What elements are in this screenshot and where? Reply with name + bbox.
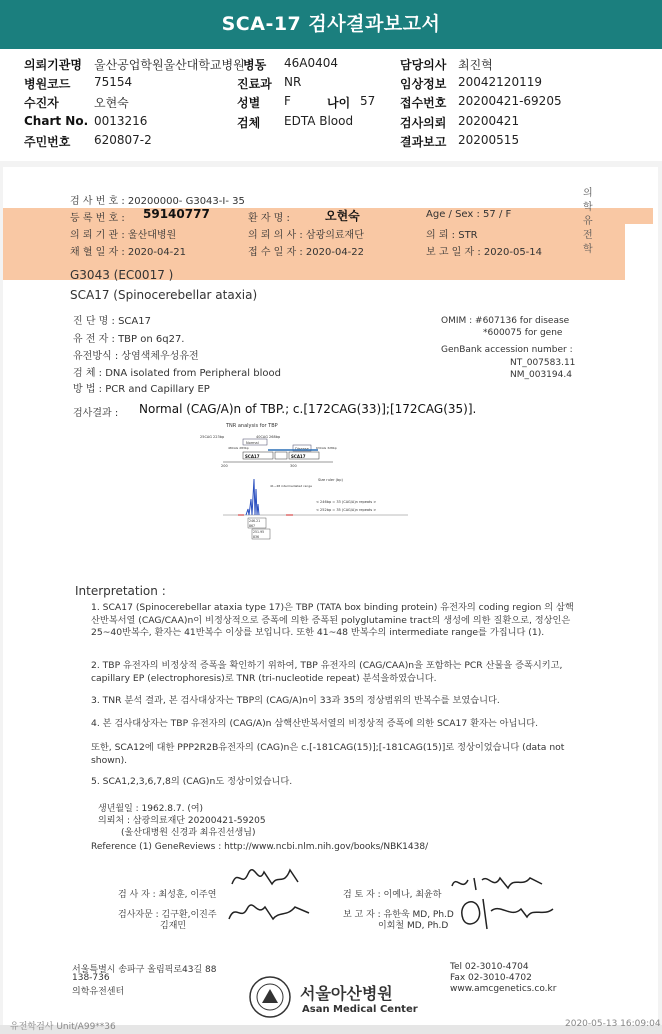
page-title: SCA-17 검사결과보고서: [221, 13, 441, 35]
advisor-names-2: 김재민: [160, 921, 187, 931]
footer-timestamp: 2020-05-13 16:09:04: [565, 1019, 661, 1029]
lab-requester: 의 뢰 : STR: [426, 230, 478, 241]
result-line-2: < 252bp = 35 (CAG/A)n repeats >: [316, 508, 377, 512]
address-line-2: 138-736: [72, 973, 110, 983]
genbank-nm: NM_003194.4: [510, 370, 572, 380]
requesting-doctor: 의 뢰 의 사 : 삼광의료재단: [248, 230, 364, 241]
clinical-label: 임상정보: [400, 77, 447, 91]
result-line-1: < 246bp = 33 (CAG/A)n repeats >: [316, 500, 377, 504]
omim-gene: *600075 for gene: [483, 328, 563, 338]
hospital-code-value: 75154: [94, 75, 133, 89]
hospital-code-label: 병원코드: [24, 77, 71, 91]
ruler-label: Size ruler (bp): [318, 478, 343, 482]
patient-label: 수진자: [24, 96, 59, 110]
interpretation-paragraph-1: 1. SCA17 (Spinocerebellar ataxia type 17)은 TBP (TATA box binding protein) 유전자의 coding region 의 삼핵산반복서열 (CAG/CAA)n이 비정상적으로 증폭에 의한 증폭된 polyglutamine tract의 생성에 의한 질환으로, 정상인은 25~40반복수, 환자는 41반복수 이상를 보입니다. 또한 41~48 반복수의 intermediate range를 가집니다 (1).: [91, 602, 574, 638]
patient-name: 오현숙: [325, 209, 360, 223]
interpretation-paragraph-3: 3. TNR 분석 결과, 본 검사대상자는 TBP의 (CAG/A)n이 33과 35의 정상범위의 반복수를 보였습니다.: [91, 695, 500, 706]
sca17-label-2: SCA17: [291, 454, 306, 459]
inheritance: 유전방식 : 상염색체우성유전: [73, 351, 199, 362]
report-date: 보 고 일 자 : 2020-05-14: [426, 247, 543, 258]
sex-label: 성별: [237, 96, 261, 110]
disease-label: Disease: [295, 447, 309, 451]
genbank-nt: NT_007583.11: [510, 358, 576, 368]
mid-segment: [275, 452, 287, 459]
chart-value: 0013216: [94, 114, 148, 128]
specimen-value: EDTA Blood: [284, 114, 354, 128]
patient-name-label: 환 자 명 :: [248, 213, 290, 224]
figure-label-25cag: 25CAG 223bp: [200, 435, 225, 439]
range-label: 41~48 intermediated range: [270, 484, 312, 488]
address-line-1: 서울특별시 송파구 올림픽로43길 88: [72, 965, 217, 975]
info-row-3: [0, 94, 662, 113]
ward-label: 병동: [243, 58, 267, 72]
peak-1-size: 246.21: [249, 519, 261, 523]
figure-title: TNR analysis for TBP: [226, 423, 278, 429]
requester-detail: (울산대병원 신경과 최유진선생님): [121, 828, 256, 838]
reg-label: 등 록 번 호 :: [70, 213, 125, 224]
interpretation-paragraph-5: 5. SCA1,2,3,6,7,8의 (CAG)n도 정상이었습니다.: [91, 776, 293, 787]
figure-label-48cag: 48CAG 283bp: [228, 446, 249, 450]
asan-foundation-seal-icon: [248, 975, 292, 1019]
electropherogram-trace: [246, 479, 259, 515]
reference: Reference (1) GeneReviews : http://www.ncbi.nlm.nih.gov/books/NBK1438/: [91, 842, 429, 852]
chart-label: Chart No.: [24, 114, 89, 128]
advisor-names: 검사자문 : 김구환,이진주: [118, 910, 217, 920]
genbank-label: GenBank accession number :: [441, 345, 573, 355]
specimen: 검 체 : DNA isolated from Peripheral blood: [73, 368, 281, 379]
advisor-signature: [225, 897, 315, 927]
interpretation-paragraph-4: 4. 본 검사대상자는 TBP 유전자의 (CAG/A)n 삼핵산반복서열의 비정상적 증폭에 의한 SCA17 환자는 아닙니다.: [91, 718, 539, 729]
specimen-label: 검체: [237, 116, 261, 130]
interpretation-title: Interpretation :: [75, 584, 166, 598]
footer-bar: [0, 1019, 662, 1034]
reg-number: 59140777: [143, 207, 210, 221]
requesting-institution: 의 뢰 기 관 : 울산대병원: [70, 230, 177, 241]
telephone: Tel 02-3010-4704: [450, 962, 529, 972]
result-label: 검사결과 :: [73, 408, 119, 419]
doctor-label: 담당의사: [400, 58, 447, 72]
figure-label-63cag: 63CAG 328bp: [316, 446, 337, 450]
peak-2-size: 251.95: [253, 530, 265, 534]
interpretation-paragraph-4b: 또한, SCA12에 대한 PPP2R2B유전자의 (CAG)n은 c.[-181CAG(15)];[-181CAG(15)]로 정상이었습니다 (data not shown).: [91, 742, 565, 766]
request-label: 검사의뢰: [400, 116, 447, 130]
report-date-value: 20200515: [458, 133, 520, 147]
patient-value: 오현숙: [94, 96, 129, 110]
omim-disease: OMIM : #607136 for disease: [441, 316, 570, 326]
receipt-date: 접 수 일 자 : 2020-04-22: [248, 247, 365, 258]
clinical-value: 20042120119: [458, 75, 542, 89]
age-sex: Age / Sex : 57 / F: [426, 209, 512, 220]
gene: 유 전 자 : TBP on 6q27.: [73, 334, 185, 345]
test-code: G3043 (EC0017 ): [70, 268, 174, 282]
doctor-value: 최진혁: [458, 58, 493, 72]
tick-300: 300: [290, 464, 297, 468]
info-row-4: [0, 114, 662, 133]
interpretation-paragraph-2: 2. TBP 유전자의 비정상적 증폭을 확인하기 위하여, TBP 유전자의 (CAG/CAA)n을 포함하는 PCR 산물을 증폭시키고, capillary EP (electrophoresis)로 TNR (tri-nucleotide repeat) 분석을하였습니다.: [91, 660, 563, 684]
result-value: Normal (CAG/A)n of TBP.; c.[172CAG(33)];[172CAG(35)].: [139, 402, 477, 416]
age-value: 57: [360, 94, 376, 108]
reporter-name-2: 이회철 MD, Ph.D: [378, 921, 449, 931]
normal-label: Normal: [246, 441, 259, 445]
reviewer-names: 검 토 자 : 이예나, 최윤하: [343, 890, 442, 900]
reporter-name-1: 보 고 자 : 유한욱 MD, Ph.D: [343, 910, 454, 920]
fax: Fax 02-3010-4702: [450, 973, 532, 983]
diagnosis: 진 단 명 : SCA17: [73, 316, 151, 327]
requester: 의뢰처 : 삼광의료재단 20200421-59205: [98, 816, 266, 826]
info-row-2: [0, 75, 662, 94]
test-name: SCA17 (Spinocerebellar ataxia): [70, 288, 258, 302]
side-label: 의학유전학: [583, 188, 593, 255]
tick-200: 200: [221, 464, 228, 468]
website: www.amcgenetics.co.kr: [450, 984, 557, 994]
hospital-name-en: Asan Medical Center: [302, 1004, 418, 1015]
tnr-figure: [198, 419, 438, 569]
info-row-1: [0, 56, 662, 75]
request-value: 20200421: [458, 114, 520, 128]
sex-value: F: [284, 94, 291, 108]
institution-value: 울산공업학원울산대학교병원: [94, 58, 245, 72]
tester-signature: [228, 864, 308, 892]
receipt-value: 20200421-69205: [458, 94, 562, 108]
rrn-label: 주민번호: [24, 135, 71, 149]
report-date-label: 결과보고: [400, 135, 447, 149]
footer-unit: 유전학검사 Unit/A99**36: [10, 1022, 116, 1032]
rrn-value: 620807-2: [94, 133, 152, 147]
report-header: [0, 0, 662, 49]
address-line-3: 의학유전센터: [72, 987, 125, 997]
info-row-5: [0, 133, 662, 152]
peak-2-height: 836: [253, 535, 260, 539]
receipt-label: 접수번호: [400, 96, 447, 110]
sca17-label: SCA17: [245, 454, 260, 459]
peak-1-height: 867: [249, 524, 256, 528]
ward-value: 46A0404: [284, 56, 339, 70]
collection-date: 채 혈 일 자 : 2020-04-21: [70, 247, 187, 258]
test-number: 검 사 번 호 : 20200000- G3043-I- 35: [70, 196, 245, 207]
method: 방 법 : PCR and Capillary EP: [73, 384, 210, 395]
figure-label-40cag: 40CAG 268bp: [256, 435, 281, 439]
patient-info-panel: [0, 49, 662, 161]
dept-label: 진료과: [237, 77, 272, 91]
dept-value: NR: [284, 75, 302, 89]
age-label: 나이: [327, 96, 351, 110]
tester-names: 검 사 자 : 최성훈, 이주연: [118, 890, 217, 900]
report-document: [3, 167, 658, 1029]
birth-date: 생년월일 : 1962.8.7. (여): [98, 804, 204, 814]
hospital-name-ko: 서울아산병원: [300, 984, 393, 1003]
reporter-signature: [453, 889, 558, 934]
institution-label: 의뢰기관명: [24, 58, 82, 72]
